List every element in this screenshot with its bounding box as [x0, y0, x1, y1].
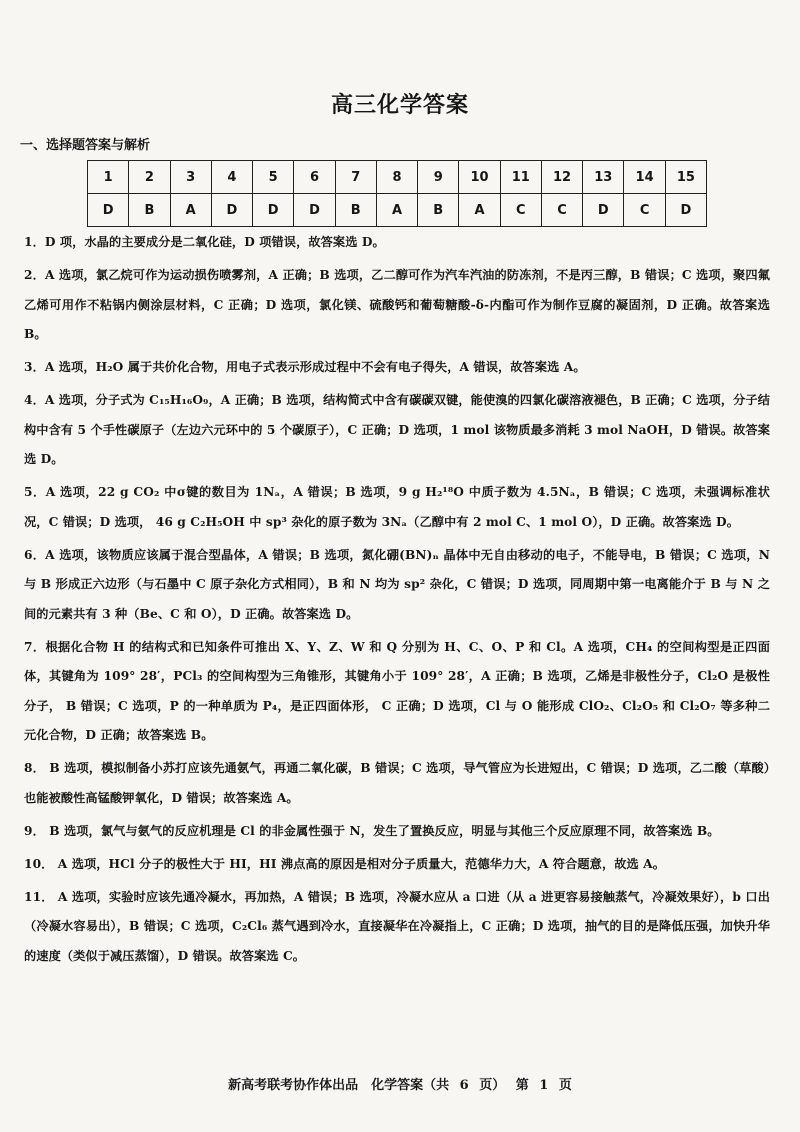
explanations — [24, 228, 770, 975]
question-number-cell: 6 — [294, 161, 335, 194]
page-footer: 新高考联考协作体出品 化学答案（共 6 页） 第 1 页 — [228, 1078, 572, 1093]
answer-cell: D — [294, 194, 335, 227]
explanation-paragraph: 6．A 选项，该物质应该属于混合型晶体，A 错误；B 选项，氮化硼(BN)ₙ 晶体中无自由移动的电子，不能导电，B 错误；C 选项，N 与 B 形成正六边形（与石墨中 C 原子杂化方式相同），B 和 N 均为 sp² 杂化，C 错误；D 选项，同周期中第一电离能介于 B 与 N 之间的元素共有 3 种（Be、C 和 O），D 正确。故答案选 D。 — [24, 547, 770, 621]
question-number-cell: 3 — [170, 161, 211, 194]
answer-cell: C — [541, 194, 582, 227]
answer-cell: C — [624, 194, 665, 227]
explanation-paragraph: 10． A 选项，HCl 分子的极性大于 HI，HI 沸点高的原因是相对分子质量大，范德华力大，A 符合题意，故选 A。 — [24, 856, 665, 871]
explanation-paragraph: 3．A 选项，H₂O 属于共价化合物，用电子式表示形成过程中不会有电子得失，A 错误，故答案选 A。 — [24, 360, 586, 374]
explanation-paragraph: 2．A 选项，氯乙烷可作为运动损伤喷雾剂，A 正确；B 选项，乙二醇可作为汽车汽油的防冻剂，不是丙三醇，B 错误；C 选项，聚四氟乙烯可用作不粘锅内侧涂层材料，C 正确；D 选项，氯化镁、硫酸钙和葡萄糖酸-δ-内酯可作为制作豆腐的凝固剂，D 正确。故答案选 B。 — [24, 268, 770, 341]
answer-cell: B — [418, 194, 459, 227]
answer-cell: A — [376, 194, 417, 227]
page-title: 高三化学答案 — [330, 92, 469, 118]
question-number-cell: 8 — [376, 161, 417, 194]
answer-cell: D — [211, 194, 252, 227]
explanation-paragraph: 1．D 项，水晶的主要成分是二氧化硅，D 项错误，故答案选 D。 — [24, 235, 385, 249]
answer-cell: D — [88, 194, 129, 227]
explanation-paragraph: 7．根据化合物 H 的结构式和已知条件可推出 X、Y、Z、W 和 Q 分别为 H、C、O、P 和 Cl。A 选项，CH₄ 的空间构型是正四面体，其键角为 109° 28′，PCl₃ 的空间构型为三角锥形，其键角小于 109° 28′，A 正确；B 选项，乙烯是非极性分子，Cl₂O 是极性分子， B 错误；C 选项，P 的一种单质为 P₄，是正四面体形， C 正确；D 选项，Cl 与 O 能形成 ClO₂、Cl₂O₅ 和 Cl₂O₇ 等多种二元化合物，D 正确；故答案选 B。 — [24, 639, 770, 742]
question-number-cell: 14 — [624, 161, 665, 194]
question-number-cell: 15 — [665, 161, 706, 194]
answer-table — [87, 160, 707, 227]
question-number-cell: 2 — [129, 161, 170, 194]
answer-cell: B — [335, 194, 376, 227]
question-number-cell: 1 — [88, 161, 129, 194]
question-number-cell: 5 — [253, 161, 294, 194]
answer-cell: A — [170, 194, 211, 227]
question-number-cell: 12 — [541, 161, 582, 194]
explanation-paragraph: 9． B 选项，氯气与氨气的反应机理是 Cl 的非金属性强于 N，发生了置换反应，明显与其他三个反应原理不同，故答案选 B。 — [24, 823, 720, 838]
answer-cell: D — [583, 194, 624, 227]
question-number-cell: 10 — [459, 161, 500, 194]
answer-cell: C — [500, 194, 541, 227]
explanation-paragraph: 4．A 选项，分子式为 C₁₅H₁₆O₉，A 正确；B 选项，结构简式中含有碳碳双键，能使溴的四氯化碳溶液褪色，B 正确；C 选项，分子结构中含有 5 个手性碳原子（左边六元环中的 5 个碳原子），C 正确；D 选项，1 mol 该物质最多消耗 3 mol NaOH，D 错误。故答案选 D。 — [24, 393, 770, 466]
question-number-cell: 13 — [583, 161, 624, 194]
question-number-row — [88, 161, 707, 194]
question-number-cell: 7 — [335, 161, 376, 194]
question-number-cell: 11 — [500, 161, 541, 194]
question-number-cell: 4 — [211, 161, 252, 194]
answer-cell: D — [665, 194, 706, 227]
answer-cell: D — [253, 194, 294, 227]
section-heading: 一、选择题答案与解析 — [20, 138, 151, 153]
answer-row — [88, 194, 707, 227]
explanation-paragraph: 8． B 选项，模拟制备小苏打应该先通氨气，再通二氧化碳，B 错误；C 选项，导气管应为长进短出，C 错误；D 选项，乙二酸（草酸）也能被酸性高锰酸钾氧化，D 错误；故答案选 A。 — [24, 761, 770, 805]
question-number-cell: 9 — [418, 161, 459, 194]
answer-cell: A — [459, 194, 500, 227]
explanation-paragraph: 11． A 选项，实验时应该先通冷凝水，再加热，A 错误；B 选项，冷凝水应从 a 口进（从 a 进更容易接触蒸气，冷凝效果好），b 口出（冷凝水容易出），B 错误；C 选项，C₂Cl₆ 蒸气遇到冷水，直接凝华在冷凝指上，C 正确；D 选项，抽气的目的是降低压强，加快升华的速度（类似于减压蒸馏），D 错误。故答案选 C。 — [24, 889, 770, 963]
explanation-paragraph: 5．A 选项，22 g CO₂ 中σ键的数目为 1Nₐ，A 错误；B 选项，9 g H₂¹⁸O 中质子数为 4.5Nₐ，B 错误；C 选项，未强调标准状况，C 错误；D 选项， 46 g C₂H₅OH 中 sp³ 杂化的原子数为 3Nₐ（乙醇中有 2 mol C、1 mol O），D 正确。故答案选 D。 — [24, 485, 770, 529]
answer-cell: B — [129, 194, 170, 227]
